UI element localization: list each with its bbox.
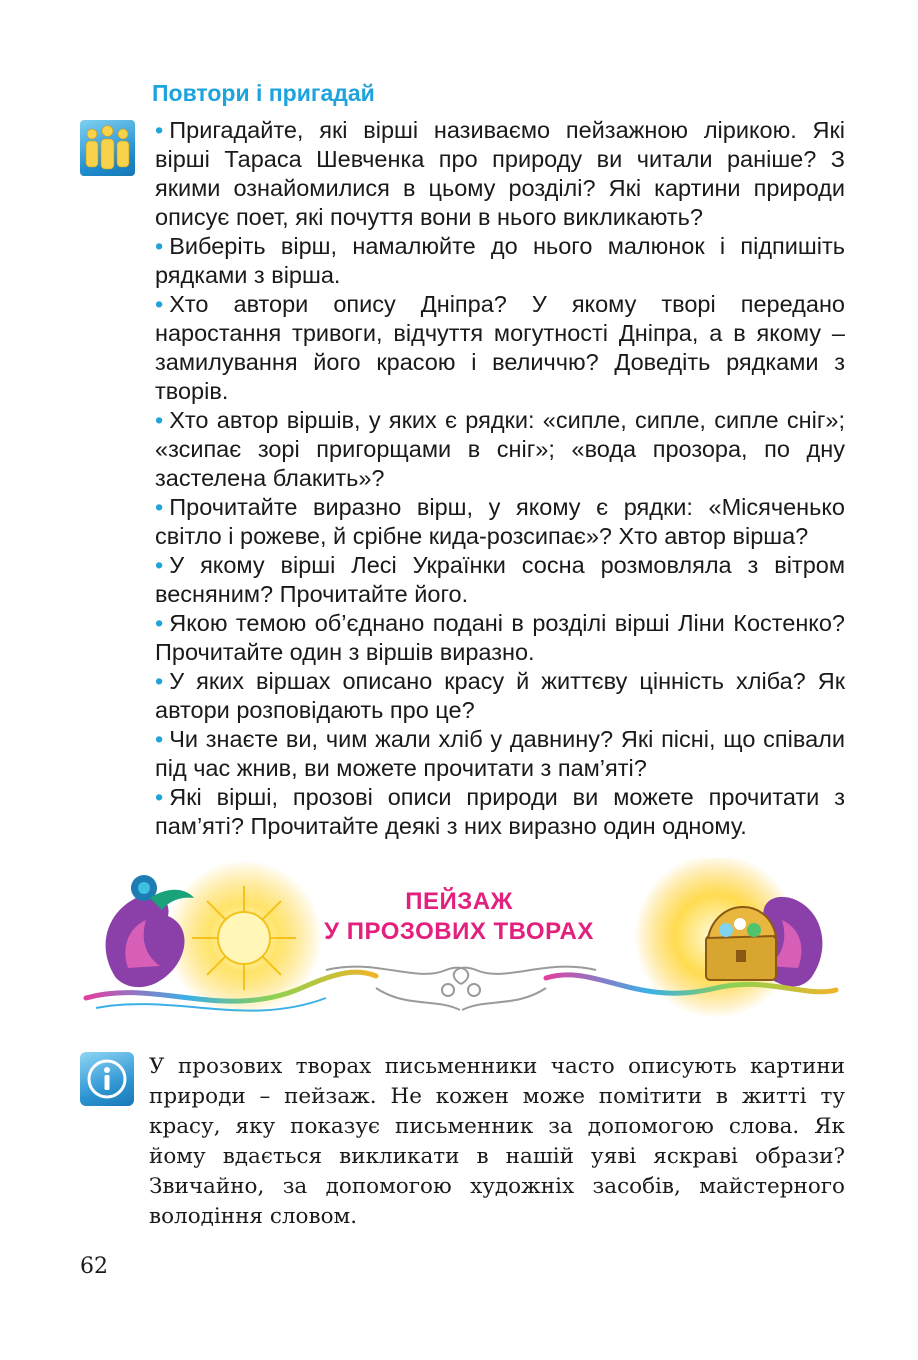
- question-item: [155, 232, 845, 290]
- banner-title-line1: ПЕЙЗАЖ: [405, 888, 513, 915]
- bullet-icon: •: [155, 610, 164, 636]
- question-text: Які вірші, прозові описи природи ви можете прочитати з пам’яті? Прочитайте деякі з них виразно один одному.: [155, 784, 845, 839]
- questions-list: [155, 116, 845, 841]
- question-text: Якою темою об’єднано подані в розділі вірші Ліни Костенко? Прочитайте один з віршів виразно.: [155, 610, 845, 665]
- question-item: [155, 116, 845, 232]
- page-number: 62: [80, 1254, 108, 1279]
- question-text: Прочитайте виразно вірш, у якому є рядки: «Місяченько світло і рожеве, й срібне кида-розсипає»? Хто автор вірша?: [155, 494, 845, 549]
- banner-title-line2: У ПРОЗОВИХ ТВОРАХ: [324, 918, 594, 945]
- question-item: [155, 725, 845, 783]
- question-text: У якому вірші Лесі Українки сосна розмовляла з вітром весняним? Прочитайте його.: [155, 552, 845, 607]
- info-icon: [80, 1052, 134, 1106]
- question-text: Хто автори опису Дніпра? У якому творі передано наростання тривоги, відчуття могутності Дніпра, а в якому – замилування його красою і величчю? Доведіть рядками з творів.: [155, 291, 845, 404]
- bullet-icon: •: [155, 784, 164, 810]
- question-item: [155, 493, 845, 551]
- bullet-icon: •: [155, 291, 164, 317]
- bullet-icon: •: [155, 552, 164, 578]
- question-text: Пригадайте, які вірші називаємо пейзажною лірикою. Які вірші Тараса Шевченка про природу ви читали раніше? З якими ознайомилися в цьому розділі? Які картини природи описує поет, які почуття вони в нього викликають?: [155, 117, 845, 230]
- info-paragraph: У прозових творах письменники часто описують картини природи – пейзаж. Не кожен може помітити в житті ту красу, яку показує письменник за допомогою слова. Як йому вдається викликати в нашій уяві яскраві образи? Звичайно, за допомогою художніх засобів, майстерного володіння словом.: [149, 1054, 845, 1229]
- section-title: Повтори і пригадай: [152, 80, 375, 106]
- question-item: [155, 406, 845, 493]
- question-item: [155, 551, 845, 609]
- bullet-icon: •: [155, 117, 164, 143]
- question-item: [155, 609, 845, 667]
- question-text: У яких віршах описано красу й життєву цінність хліба? Як автори розповідають про це?: [155, 668, 845, 723]
- bullet-icon: •: [155, 668, 164, 694]
- bullet-icon: •: [155, 407, 164, 433]
- question-item: [155, 667, 845, 725]
- bullet-icon: •: [155, 494, 164, 520]
- bullet-icon: •: [155, 726, 164, 752]
- question-item: [155, 290, 845, 406]
- question-item: [155, 783, 845, 841]
- bullet-icon: •: [155, 233, 164, 259]
- people-group-icon: [80, 120, 135, 176]
- question-text: Виберіть вірш, намалюйте до нього малюнок і підпишіть рядками з вірша.: [155, 233, 845, 288]
- question-text: Хто автор віршів, у яких є рядки: «сипле, сипле, сипле сніг»; «зсипає зорі пригорщами в сніг»; «вода прозора, по дну застелена блакить»?: [155, 407, 845, 491]
- question-text: Чи знаєте ви, чим жали хліб у давнину? Які пісні, що співали під час жнив, ви можете прочитати з пам’яті?: [155, 726, 845, 781]
